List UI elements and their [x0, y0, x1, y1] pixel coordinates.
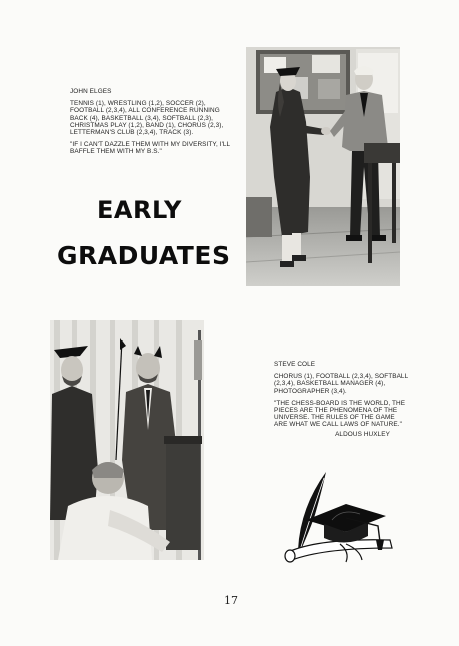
bio-top-name: JOHN ELGES	[70, 88, 112, 95]
page-number: 17	[224, 594, 238, 607]
bio-bottom-attribution: ALDOUS HUXLEY	[335, 430, 390, 438]
photo-graduation-handshake	[246, 47, 400, 286]
headline-graduates: GRADUATES	[57, 241, 231, 270]
bio-top-activities: TENNIS (1), WRESTLING (1,2), SOCCER (2), FOOTBALL (2,3,4), ALL CONFERENCE RUNNING BACK (4), BASKETBALL (3,4), SOFTBALL (2,3), CHRISTMAS PLAY (1,2), BAND (1), CHORUS (2,3), LETTERMAN'S CLUB (2,3,4), TRACK (3).	[70, 100, 224, 137]
bio-bottom-activities: CHORUS (1), FOOTBALL (2,3,4), SOFTBALL (2,3,4), BASKETBALL MANAGER (4), PHOTOGRAPHER (3,4).	[274, 373, 409, 395]
bio-bottom	[274, 361, 408, 443]
bio-top-quote: "IF I CAN'T DAZZLE THEM WITH MY DIVERSITY, I'LL BAFFLE THEM WITH MY B.S."	[70, 141, 230, 156]
bio-bottom-quote: "THE CHESS-BOARD IS THE WORLD, THE PIECES ARE THE PHENOMENA OF THE UNIVERSE. THE RULES OF THE GAME ARE WHAT WE CALL LAWS OF NATURE."	[274, 399, 406, 429]
bio-top	[70, 88, 236, 161]
graduation-cap-diploma-icon	[280, 468, 404, 564]
bio-bottom-name: STEVE COLE	[274, 361, 316, 368]
photo-graduates-horns	[50, 320, 204, 560]
headline-early: EARLY	[97, 196, 182, 224]
